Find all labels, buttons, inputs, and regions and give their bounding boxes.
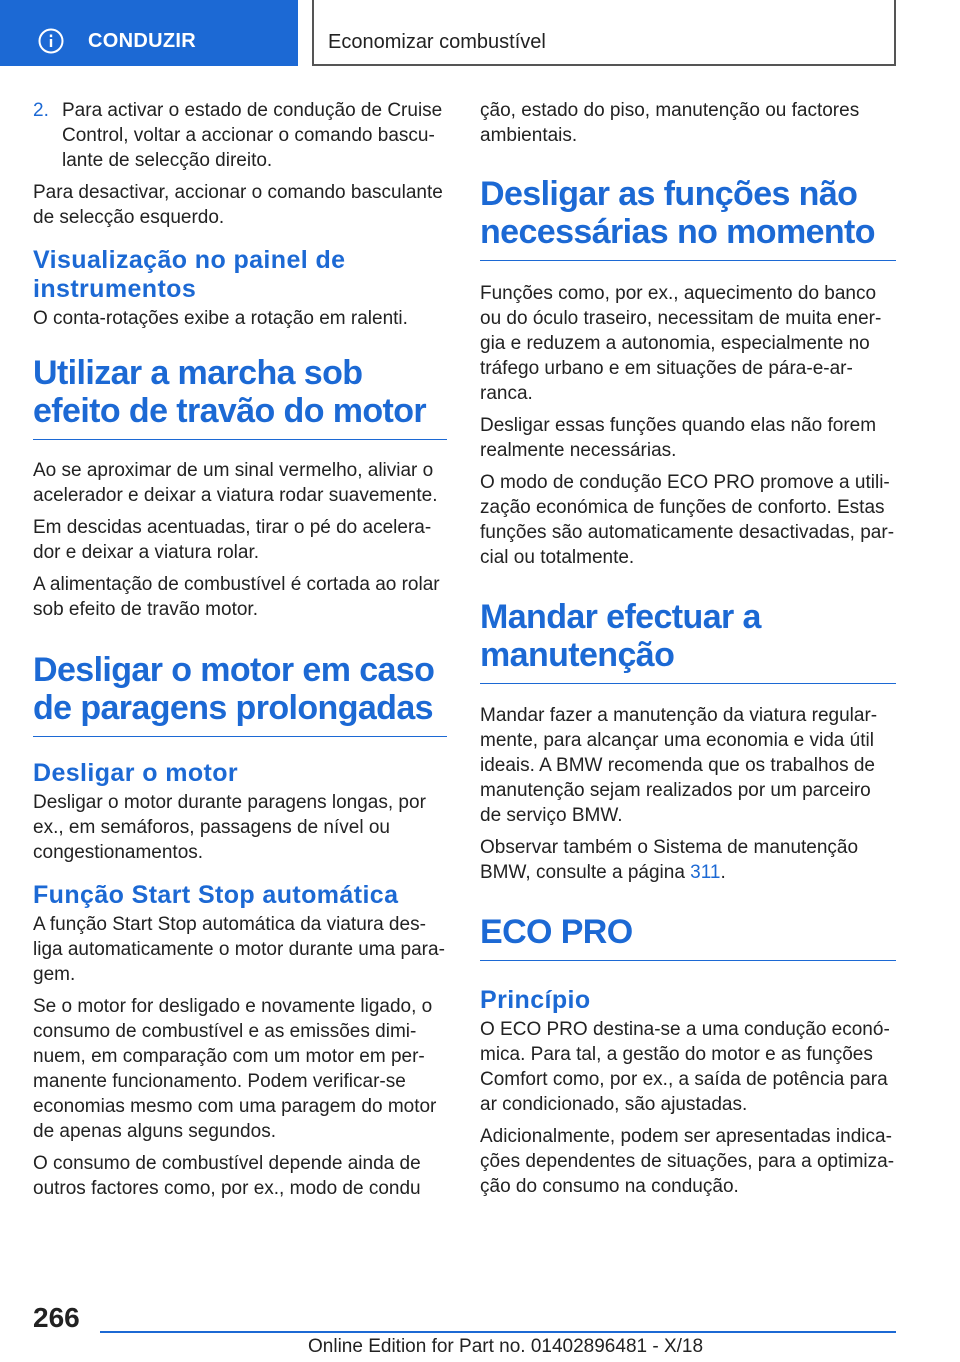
- paragraph: O consumo de combustível depende ainda de outros factores como, por ex., modo de condu: [33, 1153, 421, 1199]
- edition-footer: Online Edition for Part no. 01402896481 - X/18: [308, 1336, 704, 1357]
- info-icon: [38, 28, 64, 54]
- page-header: [0, 0, 960, 66]
- paragraph: Desligar essas funções quando elas não forem realmente necessárias.: [480, 415, 877, 461]
- paragraph: Adicionalmente, podem ser apresentadas indicações dependentes de situações, para a optimização do consumo na condução.: [480, 1126, 895, 1197]
- subheading-principle: Princípio: [480, 986, 591, 1014]
- heading-unneeded-functions: Desligar as funções não necessárias no momento: [480, 175, 896, 261]
- paragraph: A alimentação de combustível é cortada ao rolar sob efeito de travão motor.: [33, 574, 440, 620]
- footer-divider: [100, 1331, 896, 1333]
- paragraph: ção, estado do piso, manutenção ou factores ambientais.: [480, 100, 860, 146]
- paragraph: Funções como, por ex., aquecimento do banco ou do óculo traseiro, necessitam de muita energia e reduzem a autonomia, especialmente no tráfego urbano e em situações de pára-e-arranca.: [480, 283, 882, 404]
- list-number: 2.: [33, 100, 49, 121]
- subheading-start-stop: Função Start Stop automática: [33, 881, 399, 909]
- list-item: [33, 98, 447, 173]
- paragraph: Desligar o motor durante paragens longas, por ex., em semáforos, passagens de nível ou congestionamentos.: [33, 792, 426, 863]
- heading-engine-brake: Utilizar a marcha sob efeito de travão do motor: [33, 354, 447, 440]
- heading-eco-pro: ECO PRO: [480, 913, 896, 961]
- subheading-engine-off: Desligar o motor: [33, 759, 239, 787]
- right-column: [480, 98, 896, 1206]
- paragraph: O ECO PRO destina-se a uma condução económica. Para tal, a gestão do motor e as funções Comfort como, por ex., a saída de potência para ar condicionado, são ajustadas.: [480, 1019, 890, 1115]
- section-label: CONDUZIR: [88, 30, 196, 52]
- paragraph-text: Observar também o Sistema de manutenção BMW, consulte a página: [480, 837, 859, 883]
- paragraph: Ao se aproximar de um sinal vermelho, aliviar o acelerador e deixar a viatura rodar suavemente.: [33, 460, 438, 506]
- heading-maintenance: Mandar efectuar a manutenção: [480, 598, 896, 684]
- paragraph: O modo de condução ECO PRO promove a utilização económica de funções de conforto. Estas funções são automaticamente desactivadas, parcial ou totalmente.: [480, 472, 895, 568]
- subheading-visualization: Visualização no painel de instrumentos: [33, 246, 346, 303]
- paragraph: A função Start Stop automática da viatura desliga automaticamente o motor durante uma paragem.: [33, 914, 445, 985]
- paragraph: Mandar fazer a manutenção da viatura regularmente, para alcançar uma economia e vida útil ideais. A BMW recomenda que os trabalhos de manutenção sejam realizados por um parceiro de serviço BMW.: [480, 705, 878, 826]
- list-text: Para activar o estado de condução de Cruise Control, voltar a accionar o comando basculante de selecção direito.: [62, 100, 443, 171]
- chapter-title: Economizar combustível: [328, 31, 546, 53]
- section-tab[interactable]: [0, 0, 298, 66]
- paragraph: O conta-rotações exibe a rotação em ralenti.: [33, 308, 408, 329]
- paragraph: Em descidas acentuadas, tirar o pé do acelerador e deixar a viatura rolar.: [33, 517, 432, 563]
- chapter-title-box: [312, 0, 896, 66]
- page-number: 266: [33, 1302, 80, 1333]
- heading-long-stops: Desligar o motor em caso de paragens prolongadas: [33, 651, 447, 737]
- paragraph: Se o motor for desligado e novamente ligado, o consumo de combustível e as emissões diminuem, em comparação com um motor em permanente funcionamento. Podem verificar-se economias mesmo com uma paragem do motor de apenas alguns segundos.: [33, 996, 437, 1142]
- left-column: [33, 98, 447, 1208]
- paragraph-text: .: [720, 862, 726, 883]
- paragraph: [480, 835, 896, 885]
- paragraph: Para desactivar, accionar o comando basculante de selecção esquerdo.: [33, 182, 443, 228]
- page-link[interactable]: 311: [690, 862, 721, 883]
